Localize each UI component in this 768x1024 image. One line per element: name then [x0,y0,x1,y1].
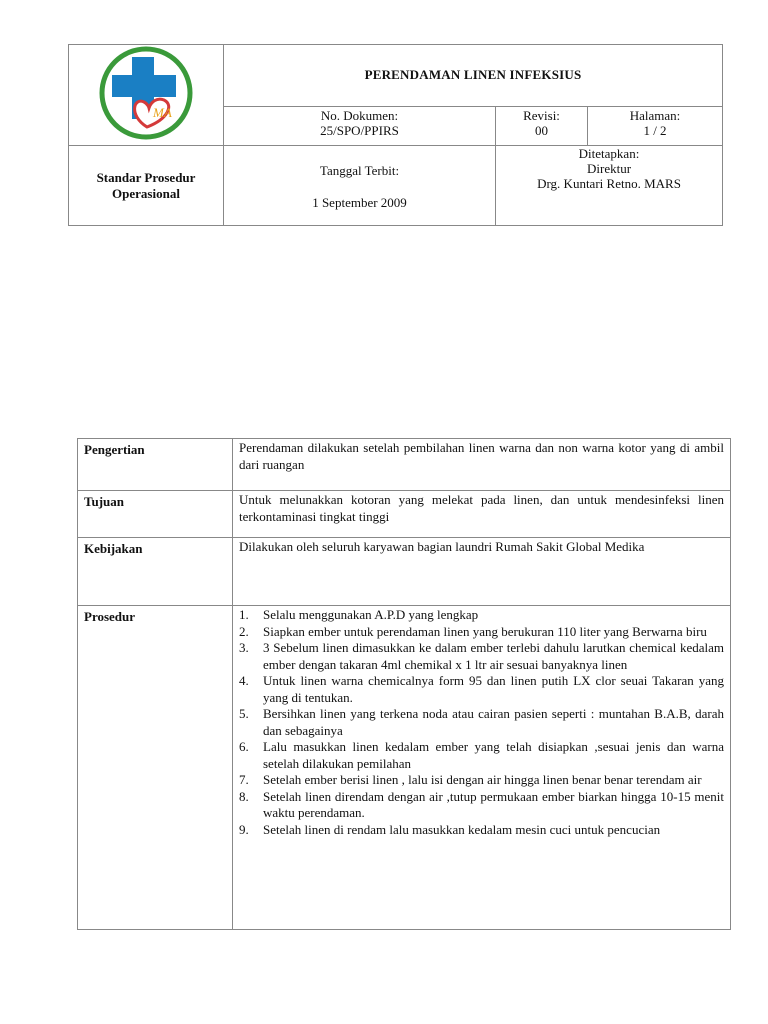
page-cell [588,106,723,145]
procedure-step-2 [239,624,724,641]
step-text: Setelah linen direndam dengan air ,tutup permukaan ember biarkan hingga 10-15 menit waktu perendaman. [263,788,724,820]
logo-cell [69,45,224,146]
step-text: Selalu menggunakan A.P.D yang lengkap [263,607,479,622]
step-text: Setelah linen di rendam lalu masukkan kedalam mesin cuci untuk pencucian [263,821,661,837]
step-number: 1. [239,607,249,622]
document-title-text: PERENDAMAN LINEN INFEKSIUS [364,67,582,83]
approval-name: Drg. Kuntari Retno. MARS [537,176,681,191]
step-number: 8. [239,788,249,804]
sop-title-line2: Operasional [112,185,180,201]
sop-title-line1: Standar Prosedur [96,169,196,185]
procedure-step-6 [239,739,724,772]
revision-value: 00 [535,122,548,138]
document-number-label: No. Dokumen: [320,107,399,123]
approval-role: Direktur [586,161,632,176]
approval-label: Ditetapkan: [578,146,640,161]
step-text: 3 Sebelum linen dimasukkan ke dalam ember terlebi dahulu larutkan chemical kedalam ember dengan takaran 4ml chemikal x 1 ltr air sesuai banyaknya linen [263,640,724,672]
document-header-table [68,44,723,226]
step-number: 5. [239,706,249,721]
kebijakan-label: Kebijakan [78,538,233,606]
procedure-step-9 [239,822,724,839]
document-number-value: 25/SPO/PPIRS [320,122,399,138]
approval-cell [496,146,723,226]
tujuan-text: Untuk melunakkan kotoran yang melekat pada linen, dan untuk mendesinfeksi linen terkontaminasi tingkat tinggi [233,491,731,538]
sop-cell [69,146,224,226]
procedure-step-5 [239,706,724,739]
step-number: 9. [239,821,249,837]
revision-cell [496,106,588,145]
procedure-step-1 [239,607,724,624]
procedure-step-7 [239,772,724,789]
logo-lettering: MA [153,105,172,120]
step-text: Bersihkan linen yang terkena noda atau cairan pasien seperti : muntahan B.A.B, darah dan sebagainya [263,706,724,738]
document-title [224,45,723,107]
issue-date-cell [224,146,496,226]
procedure-step-8 [239,789,724,822]
procedure-step-4 [239,673,724,706]
kebijakan-text: Dilakukan oleh seluruh karyawan bagian laundri Rumah Sakit Global Medika [233,538,731,606]
row-prosedur [78,606,731,930]
pengertian-label: Pengertian [78,439,233,491]
step-text: Siapkan ember untuk perendaman linen yang berukuran 110 liter yang Berwarna biru [263,623,707,639]
procedure-steps-list [239,607,724,838]
pengertian-text: Perendaman dilakukan setelah pembilahan linen warna dan non warna kotor yang di ambil dari ruangan [233,439,731,491]
step-number: 3. [239,640,249,655]
step-text: Lalu masukkan linen kedalam ember yang telah disiapkan ,sesuai jenis dan warna setelah dilakukan pemilahan [263,739,724,771]
issue-date-label: Tanggal Terbit: [319,163,400,178]
procedure-table [77,438,731,930]
step-number: 6. [239,739,249,754]
prosedur-label: Prosedur [78,606,233,930]
tujuan-label: Tujuan [78,491,233,538]
step-number: 7. [239,772,249,787]
step-text: Untuk linen warna chemicalnya form 95 dan linen putih LX clor seuai Takaran yang yang di tentukan. [263,673,724,705]
revision-label: Revisi: [523,107,560,123]
row-kebijakan [78,538,731,606]
row-tujuan [78,491,731,538]
page-value: 1 / 2 [643,122,667,138]
page-label: Halaman: [629,107,681,123]
step-text: Setelah ember berisi linen , lalu isi dengan air hingga linen benar benar terendam air [263,772,702,787]
step-number: 2. [239,623,249,639]
issue-date-value: 1 September 2009 [312,195,407,210]
step-number: 4. [239,673,249,688]
document-number-cell [224,106,496,145]
row-pengertian [78,439,731,491]
hospital-logo [98,45,194,141]
procedure-step-3 [239,640,724,673]
prosedur-content [233,606,731,930]
